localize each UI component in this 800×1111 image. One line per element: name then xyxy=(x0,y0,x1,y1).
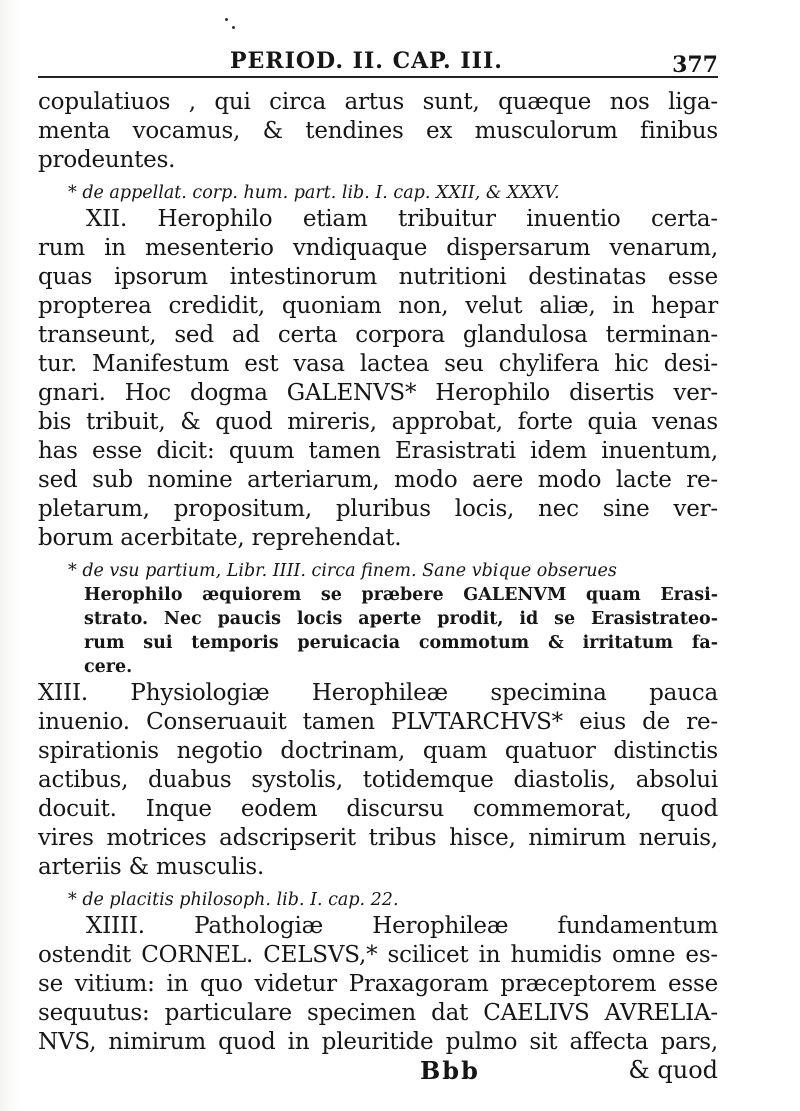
text-line: spirationis negotio doctrinam, quam quatuor distinctis xyxy=(38,738,718,764)
text-line: XIII. Physiologiæ Herophileæ specimina pauca xyxy=(38,680,718,706)
text-line: prodeuntes. xyxy=(38,147,176,173)
footnote-line: Herophilo æquiorem se præbere GALENVM quam Erasi- xyxy=(84,585,718,605)
footnote-line: cere. xyxy=(84,657,133,677)
page-number: 377 xyxy=(672,52,718,78)
text-line: sed sub nomine arteriarum, modo aere modo lacte re- xyxy=(38,467,718,493)
text-line: rum in mesenterio vndiquaque dispersarum venarum, xyxy=(38,235,718,261)
text-line: ostendit CORNEL. CELSVS,* scilicet in humidis omne es- xyxy=(38,942,718,968)
text-line: docuit. Inque eodem discursu commemorat, quod xyxy=(38,796,718,822)
text-line: propterea credidit, quoniam non, velut aliæ, in hepar xyxy=(38,293,718,319)
footnote-line: * de placitis philosoph. lib. I. cap. 22. xyxy=(68,890,399,910)
text-line: vires motrices adscripserit tribus hisce, nimirum neruis, xyxy=(38,825,718,851)
text-line: tur. Manifestum est vasa lactea seu chylifera hic desi- xyxy=(38,351,718,377)
page-header xyxy=(38,44,718,78)
text-line: gnari. Hoc dogma GALENVS* Herophilo disertis ver- xyxy=(38,380,718,406)
footnote-line: * de appellat. corp. hum. part. lib. I. cap. XXII, & XXXV. xyxy=(68,183,560,203)
text-line: copulatiuos , qui circa artus sunt, quæque nos liga- xyxy=(38,89,718,115)
text-line: actibus, duabus systolis, totidemque diastolis, absolui xyxy=(38,767,718,793)
footnote-line: strato. Nec paucis locis aperte prodit, id se Erasistrateo- xyxy=(84,609,718,629)
signature-mark: Bbb xyxy=(420,1056,480,1085)
text-line: pletarum, propositum, pluribus locis, nec sine ver- xyxy=(38,496,718,522)
text-line: has esse dicit: quum tamen Erasistrati idem inuentum, xyxy=(38,438,718,464)
page-footer xyxy=(38,1056,718,1090)
text-line: transeunt, sed ad certa corpora glandulosa terminan- xyxy=(38,322,718,348)
text-line: arteriis & musculis. xyxy=(38,854,265,880)
page-body xyxy=(38,88,718,1057)
stray-mark xyxy=(232,26,235,29)
text-line: NVS, nimirum quod in pleuritide pulmo sit affecta pars, xyxy=(38,1029,718,1055)
text-line: se vitium: in quo videtur Praxagoram præceptorem esse xyxy=(38,971,718,997)
footnote-line: rum sui temporis peruicacia commotum & irritatum fa- xyxy=(84,633,718,653)
text-line: menta vocamus, & tendines ex musculorum finibus xyxy=(38,118,718,144)
text-line: bis tribuit, & quod mireris, approbat, forte quia venas xyxy=(38,409,718,435)
text-line: XIIII. Pathologiæ Herophileæ fundamentum xyxy=(86,913,718,939)
running-head: PERIOD. II. CAP. III. xyxy=(230,48,503,74)
header-rule xyxy=(38,76,718,78)
text-line: quas ipsorum intestinorum nutritioni destinatas esse xyxy=(38,264,718,290)
stray-mark xyxy=(225,18,228,21)
footnote-line: * de vsu partium, Libr. IIII. circa finem. Sane vbique obserues xyxy=(68,561,617,581)
text-line: sequutus: particulare specimen dat CAELIVS AVRELIA- xyxy=(38,1000,718,1026)
text-line: borum acerbitate, reprehendat. xyxy=(38,525,402,551)
text-line: inuenio. Conseruauit tamen PLVTARCHVS* eius de re- xyxy=(38,709,718,735)
catchword: & quod xyxy=(628,1056,718,1084)
text-line: XII. Herophilo etiam tribuitur inuentio certa- xyxy=(86,206,718,232)
